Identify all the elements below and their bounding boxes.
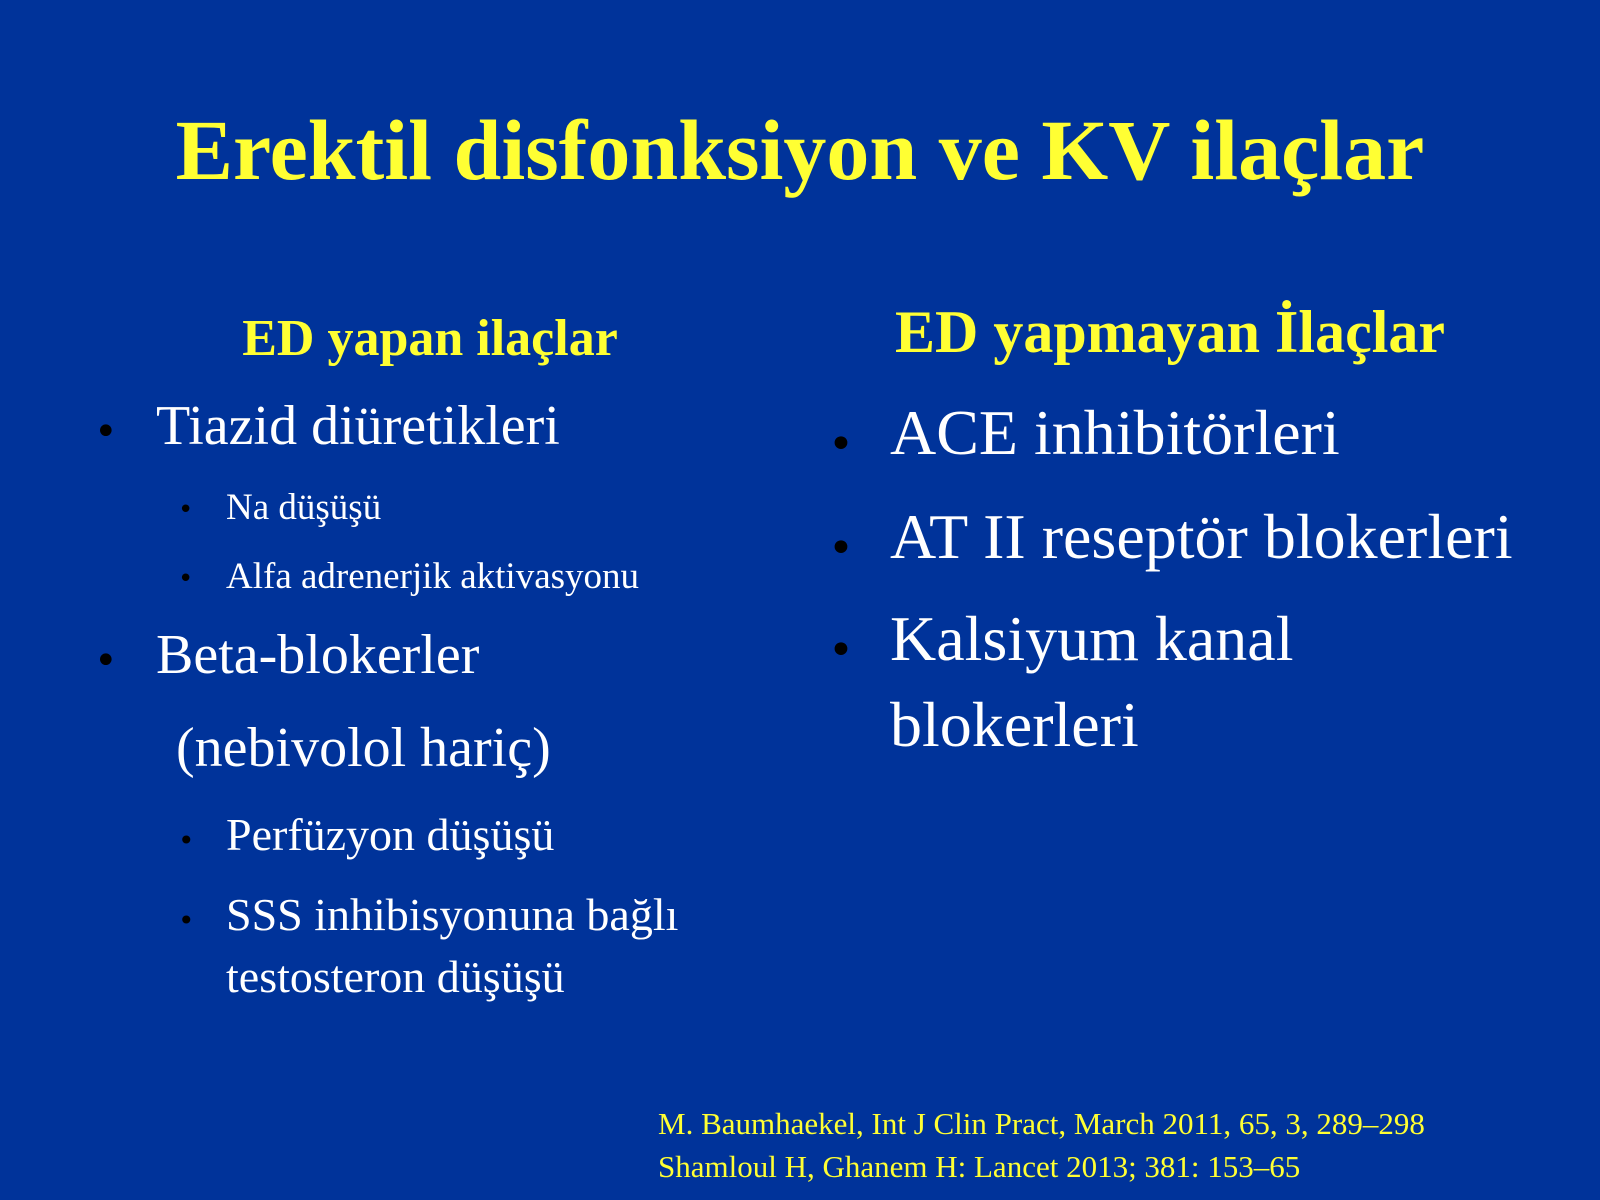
bullet-icon: • (94, 638, 118, 684)
bullet-icon: • (178, 495, 194, 525)
list-item-text: Kalsiyum kanal (890, 603, 1294, 674)
bullet-icon: • (178, 824, 195, 857)
reference-line: Shamloul H, Ghanem H: Lancet 2013; 381: 153–65 (658, 1149, 1301, 1184)
list-item-text: Tiazid diüretikleri (156, 395, 560, 457)
bullet-icon: • (828, 419, 854, 470)
bullet-icon: • (828, 523, 854, 574)
references (658, 1102, 1425, 1188)
reference-line: M. Baumhaekel, Int J Clin Pract, March 2011, 65, 3, 289–298 (658, 1106, 1425, 1141)
sub-list-item-text: Na düşüşü (226, 487, 382, 528)
sub-list-item-text: testosteron düşüşü (226, 951, 565, 1002)
bullet-icon: • (94, 409, 118, 455)
slide-title: Erektil disfonksiyon ve KV ilaçlar (175, 102, 1425, 198)
bullet-icon: • (178, 564, 194, 594)
list-item-continuation-text: (nebivolol hariç) (176, 717, 551, 779)
list-item-continuation-text: blokerleri (890, 689, 1139, 760)
sub-list-item-text: Perfüzyon düşüşü (226, 809, 555, 860)
left-column-heading: ED yapan ilaçlar (242, 310, 618, 367)
sub-list-item-text: SSS inhibisyonuna bağlı (226, 889, 679, 940)
sub-list-item-text: Alfa adrenerjik aktivasyonu (226, 556, 640, 597)
right-column-heading: ED yapmayan İlaçlar (894, 299, 1446, 365)
list-item-text: AT II reseptör blokerleri (890, 501, 1513, 572)
bullet-icon: • (828, 625, 854, 676)
bullet-icon: • (178, 904, 195, 937)
list-item-text: Beta-blokerler (156, 624, 480, 686)
list-item-text: ACE inhibitörleri (890, 397, 1340, 468)
